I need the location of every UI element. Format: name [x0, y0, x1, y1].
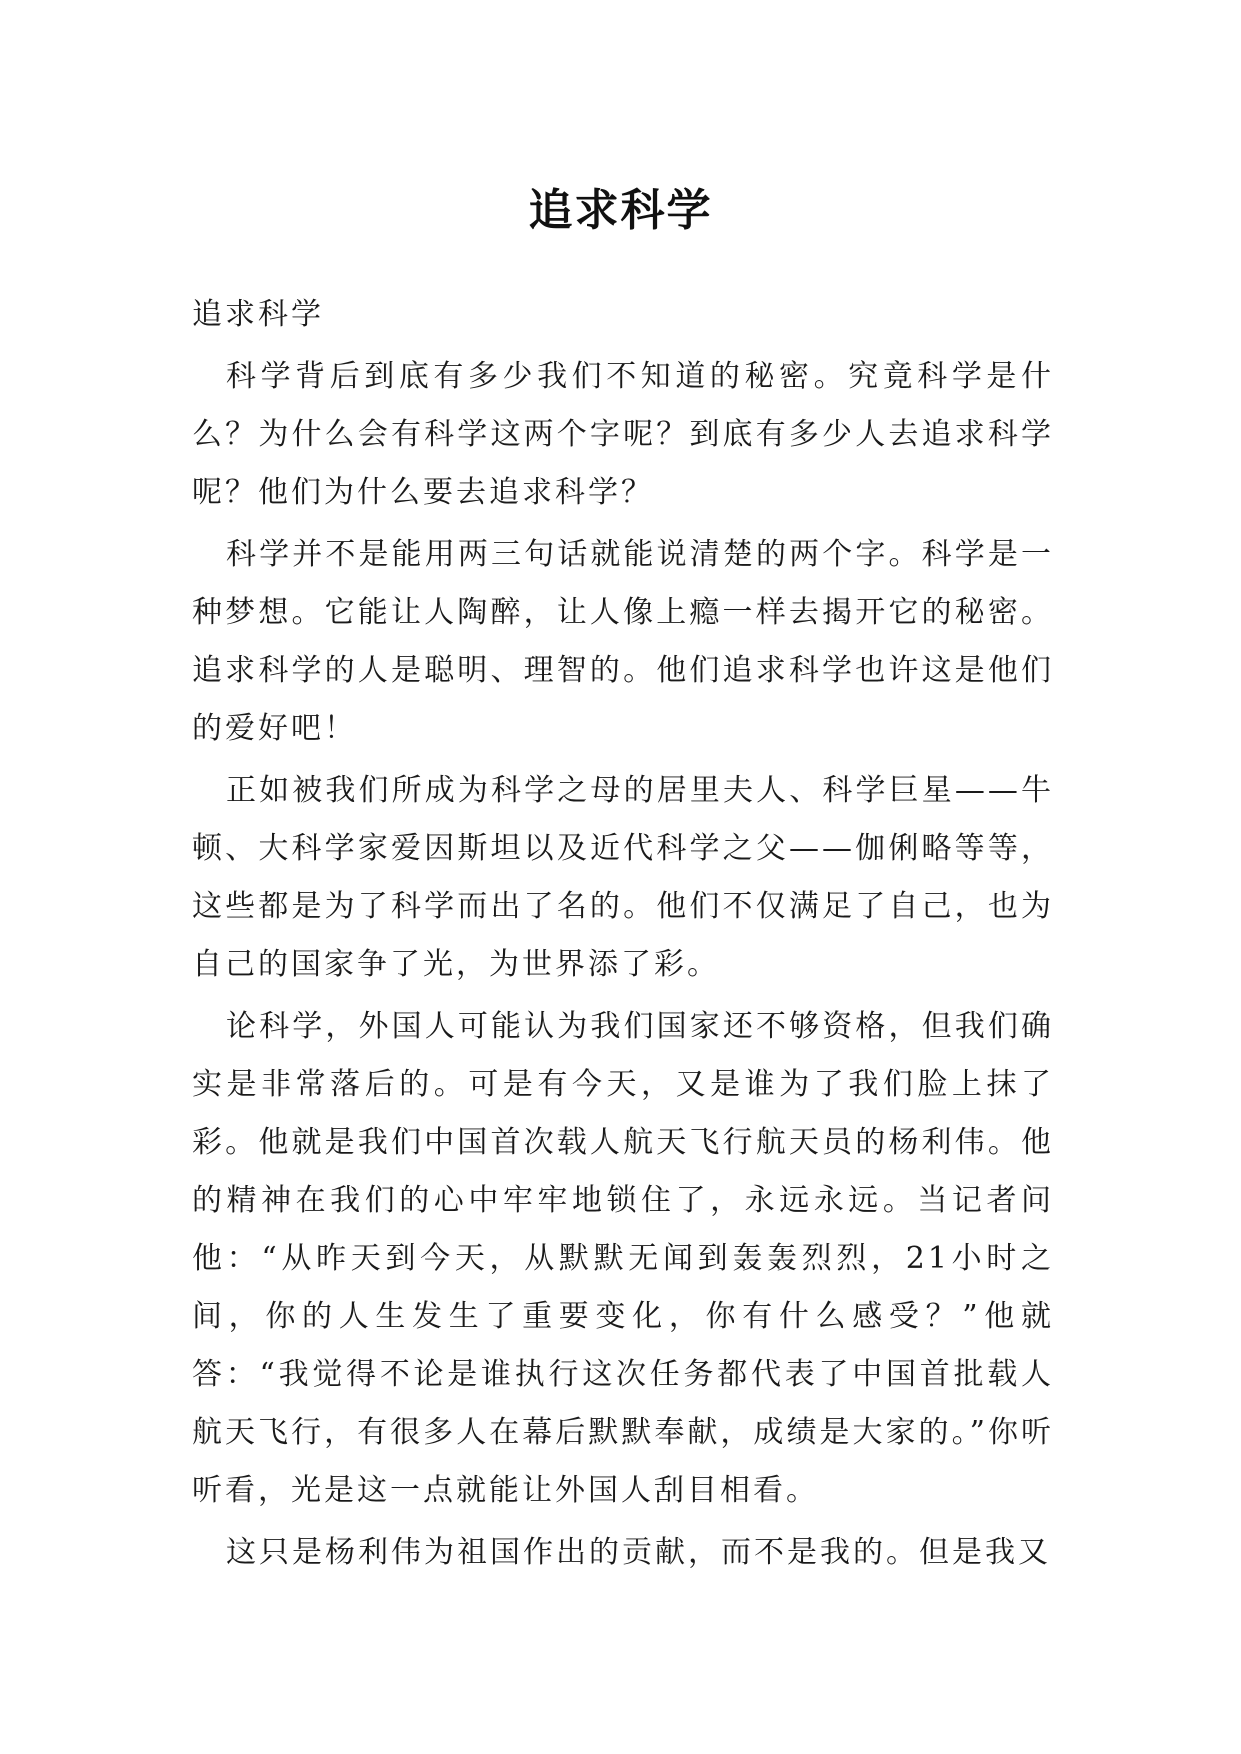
page-title: 追求科学	[528, 185, 713, 237]
paragraph-2: 科学并不是能用两三句话就能说清楚的两个字。科学是一种梦想。它能让人陶醉，让人像上瘾一样去揭开它的秘密。追求科学的人是聪明、理智的。他们追求科学也许这是他们的爱好吧！	[192, 537, 1054, 746]
paragraph-5: 这只是杨利伟为祖国作出的贡献，而不是我的。但是我又	[226, 1535, 1051, 1570]
document-body	[192, 286, 1054, 1586]
paragraph-1: 科学背后到底有多少我们不知道的秘密。究竟科学是什么？为什么会有科学这两个字呢？到底有多少人去追求科学呢？他们为什么要去追求科学？	[192, 359, 1054, 510]
section-subtitle: 追求科学	[192, 297, 324, 332]
paragraph-3: 正如被我们所成为科学之母的居里夫人、科学巨星——牛顿、大科学家爱因斯坦以及近代科学之父——伽俐略等等，这些都是为了科学而出了名的。他们不仅满足了自己，也为自己的国家争了光，为世界添了彩。	[192, 773, 1054, 982]
paragraph-4: 论科学，外国人可能认为我们国家还不够资格，但我们确实是非常落后的。可是有今天，又是谁为了我们脸上抹了彩。他就是我们中国首次载人航天飞行航天员的杨利伟。他的精神在我们的心中牢牢地锁住了，永远永远。当记者问他：“从昨天到今天，从默默无闻到轰轰烈烈，21小时之间，你的人生发生了重要变化，你有什么感受？”他就答：“我觉得不论是谁执行这次任务都代表了中国首批载人航天飞行，有很多人在幕后默默奉献，成绩是大家的。”你听听看，光是这一点就能让外国人刮目相看。	[192, 1009, 1054, 1508]
